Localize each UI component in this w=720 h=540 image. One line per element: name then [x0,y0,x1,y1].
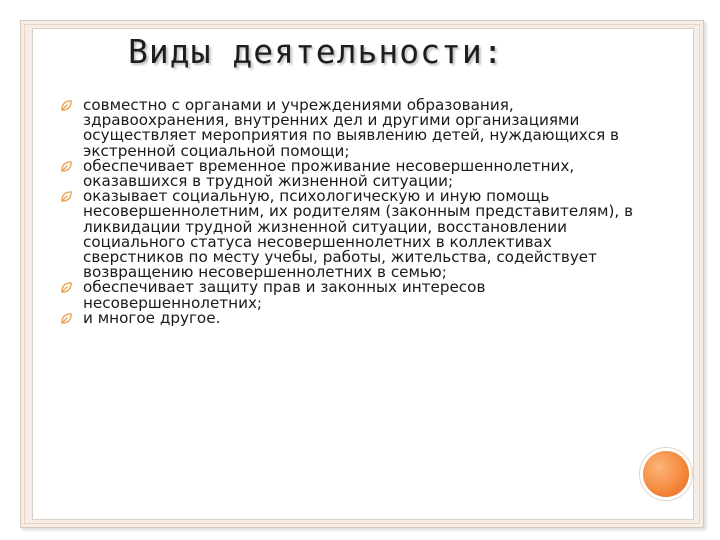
bullet-list [60,98,650,326]
list-item-text: оказывает социальную, психологическую и иную помощь несовершеннолетним, их родителям (законным представителям), в ликвидации трудной жизненной ситуации, восстановлении социального статуса несовершеннолетних в коллективах сверстников по месту учебы, работы, жительства, содействует возвращению несовершеннолетних в семью; [83,187,634,282]
list-item-text: совместно с органами и учреждениями образования, здравоохранения, внутренних дел и другими организациями осуществляет мероприятия по выявлению детей, нуждающихся в экстренной социальной помощи; [83,96,620,160]
leaf-icon [60,312,73,325]
list-item-text: обеспечивает временное проживание несовершеннолетних, оказавшихся в трудной жизненной ситуации; [83,156,575,191]
list-item [60,98,650,159]
leaf-icon [60,190,73,203]
leaf-icon [60,281,73,294]
list-item-text: и многое другое. [83,308,221,327]
list-item-text: обеспечивает защиту прав и законных интересов несовершеннолетних; [83,278,486,312]
decorative-orb [640,448,692,500]
leaf-icon [60,160,73,173]
list-item [60,189,650,280]
list-item [60,280,650,310]
list-item [60,156,650,191]
list-item [60,308,650,327]
leaf-icon [60,99,73,112]
slide-title: Виды деятельности: [128,32,504,71]
